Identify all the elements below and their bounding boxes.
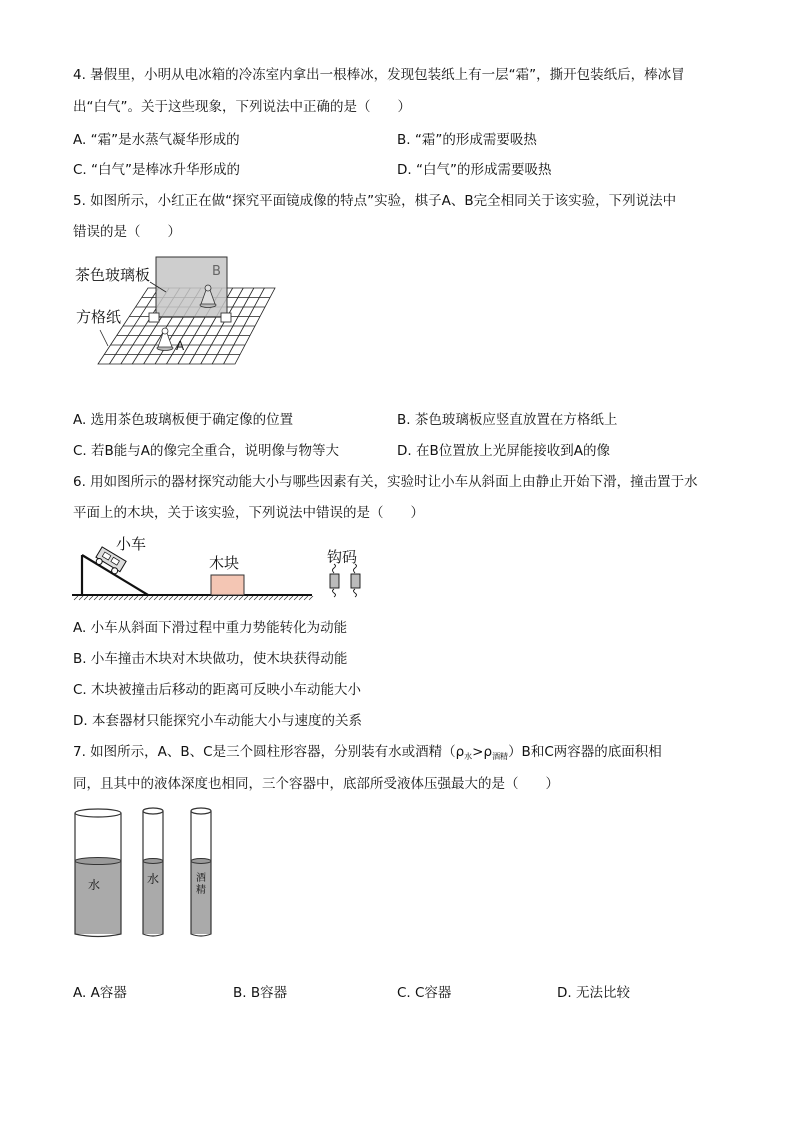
container-c [191,808,211,936]
container-b-liquid-label: 水 [147,872,160,886]
q5-stem-line1: 5. 如图所示，小红正在做“探究平面镜成像的特点”实验，棋子A、B完全相同关于该实验，下列说法中 [73,193,677,209]
wood-block-label: 木块 [209,554,240,572]
hook-weight-2 [351,564,360,597]
container-c-liquid-label-2: 精 [196,885,206,896]
q7-option-a: A. A容器 [73,985,127,1001]
q4-option-c: C. “白气”是棒冰升华形成的 [73,162,240,178]
q5-stem-line2: 错误的是（ ） [73,224,181,240]
q7-option-b: B. B容器 [233,985,288,1001]
q7-option-d: D. 无法比较 [557,985,630,1001]
q6-option-d: D. 本套器材只能探究小车动能大小与速度的关系 [73,713,362,729]
container-c-liquid-label-1: 酒 [196,873,206,884]
kinetic-energy-apparatus-figure [72,533,372,608]
mirror-experiment-figure [70,252,285,370]
q5-option-d: D. 在B位置放上光屏能接收到A的像 [397,443,610,459]
q7-option-c: C. C容器 [397,985,452,1001]
container-a [75,809,121,937]
q4-option-b: B. “霜”的形成需要吸热 [397,132,537,148]
wood-block [211,575,244,595]
q7-stem-line1-post: ）B和C两容器的底面积相 [508,744,662,760]
q4-option-a: A. “霜”是水蒸气凝华形成的 [73,132,240,148]
cart-label: 小车 [116,535,147,553]
q6-option-b: B. 小车撞击木块对木块做功，使木块获得动能 [73,651,348,667]
q7-sub-water: 水 [464,752,473,761]
hook-weight-1 [330,564,339,597]
q7-stem-line1-pre: 7. 如图所示，A、B、C是三个圆柱形容器，分别装有水或酒精（ρ [73,744,465,760]
q6-stem-line2: 平面上的木块，关于该实验，下列说法中错误的是（ ） [73,505,424,521]
q7-stem-line1 [73,742,662,767]
q6-stem-line1: 6. 用如图所示的器材探究动能大小与哪些因素有关，实验时让小车从斜面上由静止开始下滑，撞击置于水 [73,474,698,490]
q5-option-c: C. 若B能与A的像完全重合，说明像与物等大 [73,443,340,459]
q4-option-d: D. “白气”的形成需要吸热 [397,162,552,178]
q7-sub-alcohol: 酒精 [492,752,509,761]
ground-hatching [74,596,313,600]
container-a-liquid-label: 水 [88,878,101,892]
q4-stem-line2: 出“白气”。关于这些现象，下列说法中正确的是（ ） [73,99,411,115]
weights-label: 钩码 [327,548,358,566]
q6-option-c: C. 木块被撞击后移动的距离可反映小车动能大小 [73,682,362,698]
containers-figure [70,805,220,940]
piece-b-label: B [212,264,221,279]
q7-stem-line2: 同，且其中的液体深度也相同，三个容器中，底部所受液体压强最大的是（ ） [73,776,559,792]
q7-gt-rho: >ρ [472,744,493,760]
piece-a-label: A [176,339,185,353]
q5-option-b: B. 茶色玻璃板应竖直放置在方格纸上 [397,412,618,428]
glass-plate-label: 茶色玻璃板 [75,266,151,284]
q4-stem-line1: 4. 暑假里，小明从电冰箱的冷冻室内拿出一根棒冰，发现包装纸上有一层“霜”，撕开包装纸后，棒冰冒 [73,67,685,83]
q5-option-a: A. 选用茶色玻璃板便于确定像的位置 [73,412,294,428]
grid-paper-label: 方格纸 [76,308,122,326]
q6-option-a: A. 小车从斜面下滑过程中重力势能转化为动能 [73,620,348,636]
